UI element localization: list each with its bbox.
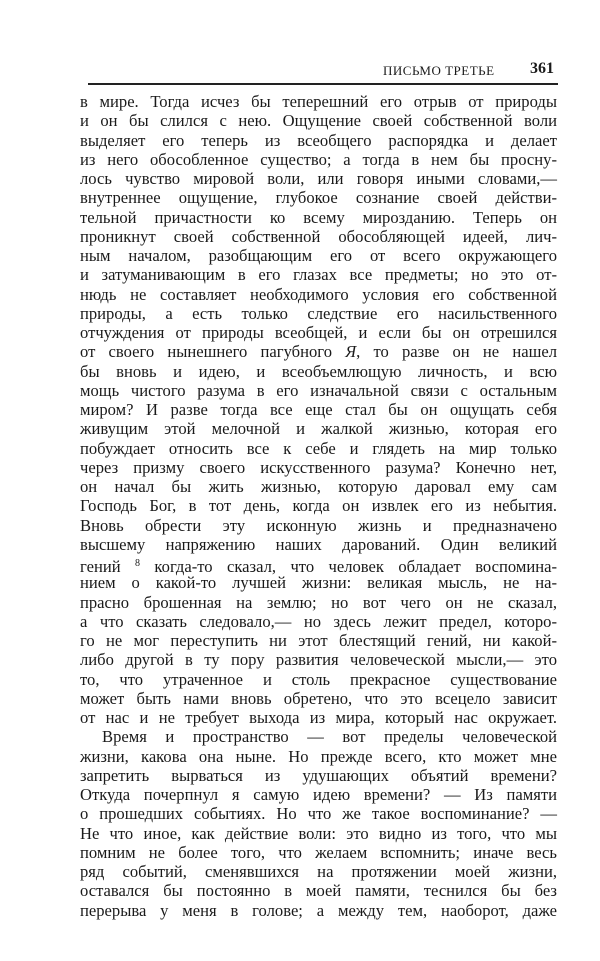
- text-line: он начал бы жить жизнью, которую даровал ему сам: [80, 477, 557, 496]
- text-line: либо другой в ту пору развития человеческой мысли,— это: [80, 650, 557, 670]
- text-span: когда-то сказал, что человек обладает воспомина-: [140, 557, 558, 576]
- text-line: Господь Бог, в тот день, когда он извлек его из небытия.: [80, 496, 557, 516]
- text-line: выделяет его теперь из всеобщего распорядка и делает: [80, 130, 557, 150]
- text-line: перерыва у меня в голове; а между тем, наоборот, даже: [80, 900, 557, 920]
- body-text: [80, 92, 557, 920]
- text-line: ным началом, разобщающим его от всего окружающего: [80, 246, 557, 265]
- text-span: гений: [80, 557, 136, 576]
- text-line: и затуманивающим в его глазах все предметы; но это от-: [80, 265, 557, 285]
- text-span: , то разве он не нашел: [356, 342, 557, 362]
- text-line: мощь чистого разума в его изначальной связи с остальным: [80, 380, 557, 400]
- running-title: ПИСЬМО ТРЕТЬЕ: [383, 63, 495, 78]
- text-line: Откуда почерпнул я самую идею времени? — Из памяти: [80, 785, 557, 804]
- text-line: живущим этой мелочной и жалкой жизнью, которая его: [80, 419, 557, 439]
- footnote-marker[interactable]: 8: [135, 558, 141, 569]
- page-number: 361: [530, 60, 554, 77]
- text-line: [80, 554, 558, 576]
- text-line: оставался бы постоянно в моей памяти, теснился бы без: [80, 881, 557, 901]
- text-line: Время и пространство — вот пределы человеческой: [102, 727, 557, 747]
- text-line: бы вновь и идею, и всеобъемлющую личность, и всю: [80, 361, 557, 381]
- text-line: и он бы слился с нею. Ощущение своей собственной воли: [80, 111, 557, 131]
- text-line: природы, а есть только следствие его насильственного: [80, 303, 557, 323]
- text-line: тельной причастности ко всему мирозданию. Теперь он: [80, 207, 557, 227]
- text-line: нюдь не составляет необходимого условия его собственной: [80, 284, 557, 304]
- text-line: ряд событий, сменявшихся на протяжении моей жизни,: [80, 862, 557, 881]
- text-line: помним не более того, что желаем вспомнить; иначе весь: [80, 842, 557, 862]
- text-line: прасно брошенная на землю; но вот чего он не сказал,: [80, 592, 557, 612]
- text-line: то, что утраченное и столь прекрасное существование: [80, 669, 557, 689]
- text-line: через призму своего искусственного разума? Конечно нет,: [80, 457, 557, 477]
- header-rule: [88, 83, 558, 85]
- text-line: [80, 342, 557, 361]
- text-line: внутреннее ощущение, глубокое сознание своей действи-: [80, 188, 557, 208]
- text-line: жизни, какова она ныне. Но прежде всего, кто может мне: [80, 746, 557, 766]
- text-line: Вновь обрести эту исконную жизнь и предназначено: [80, 515, 557, 535]
- running-header: [88, 60, 558, 84]
- text-line: нием о какой-то лучшей жизни: великая мысль, не на-: [80, 573, 557, 593]
- text-line: в мире. Тогда исчез бы теперешний его отрыв от природы: [80, 92, 557, 111]
- text-line: может быть нами вновь обретено, что это всецело зависит: [80, 688, 557, 708]
- italic-text: Я: [345, 342, 357, 362]
- text-line: запретить вырваться из удушающих объятий времени?: [80, 765, 557, 785]
- text-line: о прошедших событиях. Но что же такое воспоминание? —: [80, 804, 557, 824]
- text-line: от нас и не требует выхода из мира, который нас окружает.: [80, 708, 557, 727]
- text-line: побуждает относить все к себе и глядеть на мир только: [80, 438, 557, 458]
- text-line: высшему напряжению наших дарований. Один великий: [80, 534, 557, 554]
- text-line: проникнут своей собственной обособляющей идеей, лич-: [80, 226, 557, 246]
- text-line: а что сказать следовало,— но здесь лежит предел, которо-: [80, 611, 557, 631]
- text-line: миром? И разве тогда все еще стал бы он ощущать себя: [80, 400, 557, 419]
- text-line: го не мог переступить ни этот блестящий гений, ни какой-: [80, 631, 557, 650]
- text-line: лось чувство мировой воли, или говоря иными словами,—: [80, 169, 557, 188]
- text-line: из него обособленное существо; а тогда в нем бы просну-: [80, 149, 557, 169]
- text-line: Не что иное, как действие воли: это видно из того, что мы: [80, 823, 557, 843]
- text-line: отчуждения от природы всеобщей, и если бы он отрешился: [80, 323, 557, 342]
- text-span: от своего нынешнего пагубного: [80, 342, 346, 362]
